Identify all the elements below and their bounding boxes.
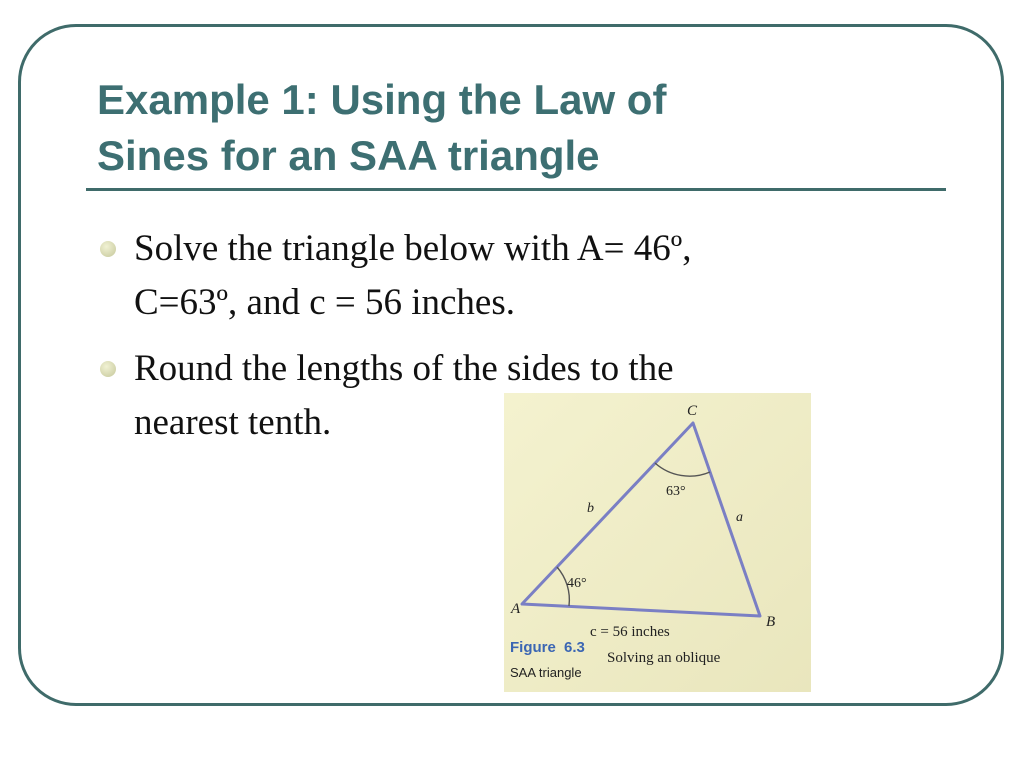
vertex-b-label: B	[766, 614, 776, 630]
side-a-label: a	[736, 510, 743, 525]
slide-title	[97, 72, 937, 184]
figure-caption-label: Figure	[510, 639, 556, 656]
triangle-figure	[504, 393, 811, 692]
title-line-1: Example 1: Using the Law of	[97, 76, 667, 123]
angle-c-value: 63°	[666, 484, 686, 499]
vertex-a-label: A	[511, 601, 521, 617]
vertex-c-label: C	[687, 403, 698, 419]
figure-caption-line-2: SAA triangle	[510, 665, 582, 680]
angle-a-value: 46°	[567, 576, 587, 591]
title-line-2: Sines for an SAA triangle	[97, 132, 600, 179]
title-divider	[86, 188, 946, 191]
figure-caption-number: 6.3	[564, 639, 585, 656]
bullet-text-line-1: Round the lengths of the sides to the	[134, 348, 674, 389]
bullet-dot-icon	[100, 361, 116, 377]
bullet-text-line-1: Solve the triangle below with A= 46º,	[134, 228, 692, 269]
side-c-label: c = 56 inches	[590, 624, 670, 640]
side-b-label: b	[587, 501, 594, 516]
bullet-item	[100, 222, 920, 330]
triangle-diagram	[504, 393, 811, 692]
bullet-text-line-2: nearest tenth.	[134, 402, 332, 443]
bullet-dot-icon	[100, 241, 116, 257]
figure-caption-text: Solving an oblique	[607, 650, 721, 666]
bullet-text-line-2: C=63º, and c = 56 inches.	[134, 282, 516, 323]
